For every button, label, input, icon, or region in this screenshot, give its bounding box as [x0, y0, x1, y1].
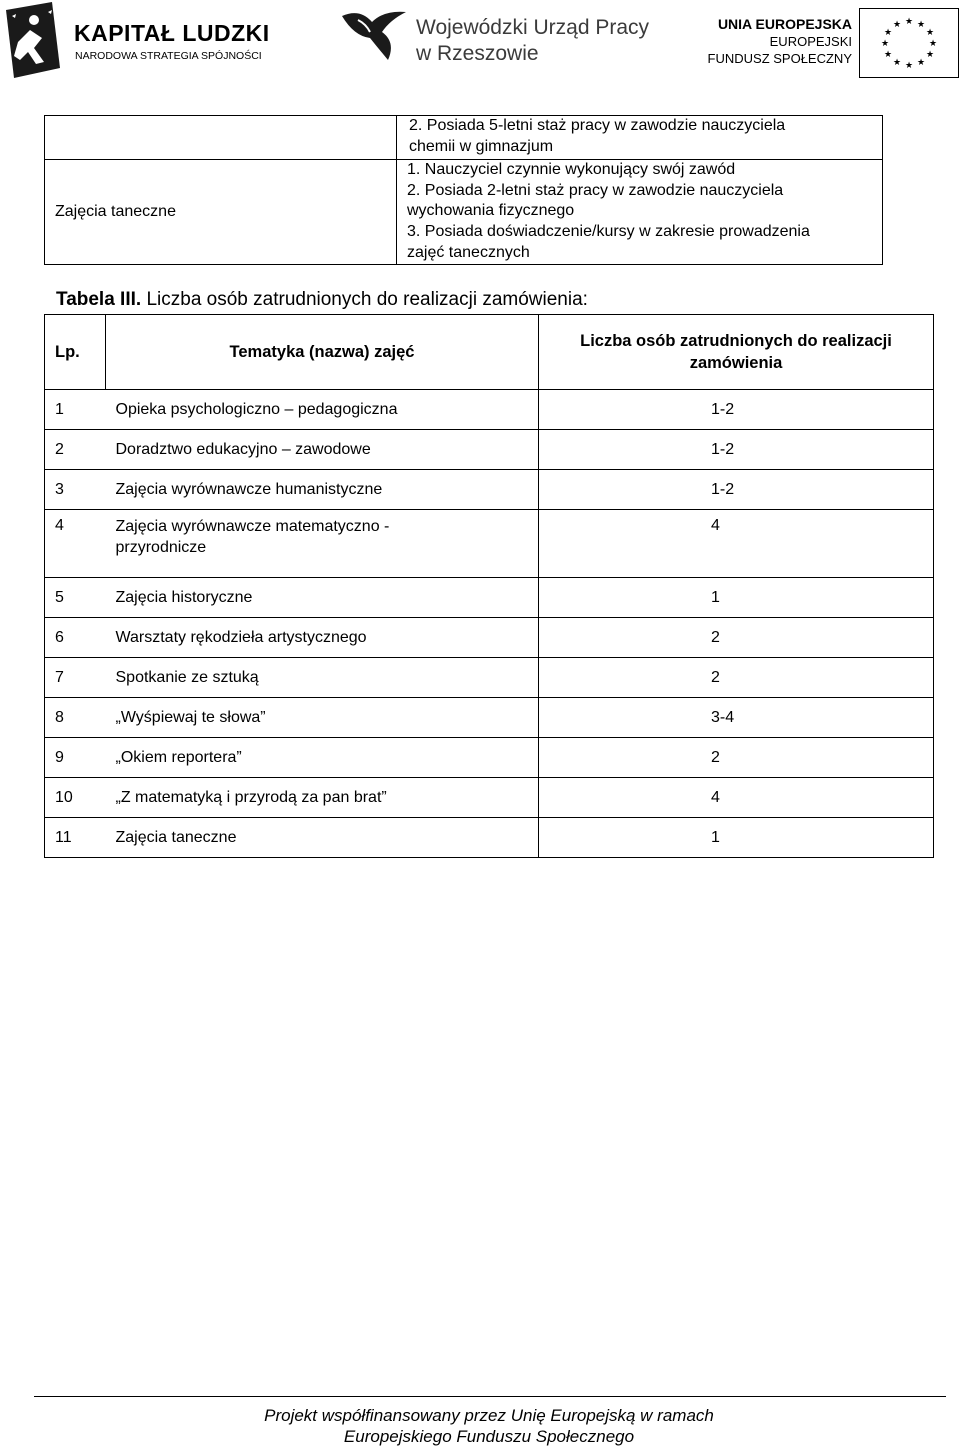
- kapital-ludzki-subtitle: NARODOWA STRATEGIA SPÓJNOŚCI: [75, 50, 262, 62]
- table-row: [45, 618, 934, 658]
- row-number: 3: [45, 470, 106, 510]
- table-row: [45, 578, 934, 618]
- row-number: 9: [45, 738, 106, 778]
- row-topic-line: Zajęcia wyrównawcze matematyczno -: [115, 518, 390, 535]
- table-row: [45, 510, 934, 578]
- row-number: 10: [45, 778, 106, 818]
- row-number: 4: [45, 510, 106, 578]
- row-number: 7: [45, 658, 106, 698]
- requirement-line: 3. Posiada doświadczenie/kursy w zakresie prowadzenia: [407, 223, 810, 241]
- eu-union-label: UNIA EUROPEJSKA: [717, 16, 852, 32]
- table-row: [45, 818, 934, 858]
- table-row: [45, 658, 934, 698]
- requirement-line: 1. Nauczyciel czynnie wykonujący swój zawód: [407, 161, 736, 178]
- svg-text:★: ★: [904, 17, 914, 27]
- kapital-ludzki-emblem-icon: [4, 2, 60, 78]
- requirements-cell: [397, 160, 883, 265]
- row-number: 2: [45, 430, 106, 470]
- table-row: [45, 430, 934, 470]
- table-header-row: [45, 315, 934, 390]
- wup-name-line1: Wojewódzki Urząd Pracy: [416, 16, 650, 39]
- svg-text:★: ★: [883, 50, 893, 60]
- kapital-ludzki-title: KAPITAŁ LUDZKI: [74, 20, 270, 46]
- row-topic: Zajęcia historyczne: [106, 578, 539, 618]
- svg-text:★: ★: [916, 20, 926, 30]
- row-topic: Warsztaty rękodzieła artystycznego: [106, 618, 539, 658]
- row-number: 6: [45, 618, 106, 658]
- table-title: [56, 289, 588, 311]
- row-count: 3-4: [539, 698, 934, 738]
- row-topic-line: przyrodnicze: [115, 539, 207, 556]
- svg-text:★: ★: [883, 28, 893, 38]
- footer-line: Europejskiego Funduszu Społecznego: [343, 1427, 635, 1446]
- row-count: 4: [539, 510, 934, 578]
- svg-text:★: ★: [925, 50, 935, 60]
- row-number: 8: [45, 698, 106, 738]
- row-number: 5: [45, 578, 106, 618]
- table-row: [45, 160, 883, 265]
- svg-text:★: ★: [904, 61, 914, 71]
- table-row: [45, 778, 934, 818]
- table-number: Tabela III.: [56, 289, 142, 310]
- row-topic: „Okiem reportera”: [106, 738, 539, 778]
- row-topic: Spotkanie ze sztuką: [106, 658, 539, 698]
- eu-fund-label-2: FUNDUSZ SPOŁECZNY: [707, 51, 852, 66]
- row-count: 1: [539, 818, 934, 858]
- requirement-line: 2. Posiada 5-letni staż pracy w zawodzie nauczyciela: [409, 117, 786, 134]
- svg-text:★: ★: [892, 58, 902, 68]
- header-count-line: zamówienia: [689, 354, 783, 372]
- requirement-line: wychowania fizycznego: [407, 202, 575, 220]
- table-row: [45, 738, 934, 778]
- row-count: 1: [539, 578, 934, 618]
- wup-name-line2: w Rzeszowie: [416, 42, 539, 65]
- activity-cell: [45, 116, 397, 160]
- row-topic: [106, 510, 539, 578]
- table-row: [45, 698, 934, 738]
- row-count: 1-2: [539, 430, 934, 470]
- row-count: 1-2: [539, 390, 934, 430]
- requirement-line: 2. Posiada 2-letni staż pracy w zawodzie nauczyciela: [407, 181, 784, 199]
- requirement-line: zajęć tanecznych: [407, 243, 530, 261]
- requirements-table: [44, 115, 883, 265]
- row-count: 1-2: [539, 470, 934, 510]
- row-topic: Zajęcia taneczne: [106, 818, 539, 858]
- kapital-ludzki-logo: [4, 2, 270, 80]
- requirement-line: chemii w gimnazjum: [409, 137, 554, 155]
- row-count: 4: [539, 778, 934, 818]
- row-number: 11: [45, 818, 106, 858]
- row-topic: Zajęcia wyrównawcze humanistyczne: [106, 470, 539, 510]
- row-topic: Doradztwo edukacyjno – zawodowe: [106, 430, 539, 470]
- bird-icon: [340, 8, 408, 66]
- svg-text:★: ★: [892, 20, 902, 30]
- row-topic: Opieka psychologiczno – pedagogiczna: [106, 390, 539, 430]
- svg-text:★: ★: [928, 39, 938, 49]
- svg-text:★: ★: [925, 28, 935, 38]
- table-row: [45, 470, 934, 510]
- table-caption: Liczba osób zatrudnionych do realizacji zamówienia:: [146, 289, 588, 310]
- svg-text:★: ★: [916, 58, 926, 68]
- header-count-line: Liczba osób zatrudnionych do realizacji: [580, 332, 892, 350]
- row-number: 1: [45, 390, 106, 430]
- eu-efs-logo: [706, 14, 956, 74]
- activity-cell: Zajęcia taneczne: [45, 160, 397, 265]
- svg-text:★: ★: [880, 39, 890, 49]
- table-row: [45, 116, 883, 160]
- row-topic: „Wyśpiewaj te słowa”: [106, 698, 539, 738]
- header-count: [539, 315, 934, 390]
- header-topic: Tematyka (nazwa) zajęć: [106, 315, 539, 390]
- row-count: 2: [539, 618, 934, 658]
- footer-divider: [34, 1396, 946, 1397]
- staff-count-table: [44, 314, 934, 858]
- footer-line: Projekt współfinansowany przez Unię Europejską w ramach: [264, 1406, 714, 1425]
- eu-flag-icon: [859, 8, 959, 78]
- header-lp: Lp.: [45, 315, 106, 390]
- row-topic: „Z matematyką i przyrodą za pan brat”: [106, 778, 539, 818]
- eu-fund-label-1: EUROPEJSKI: [769, 34, 852, 49]
- table-row: [45, 390, 934, 430]
- wup-rzeszow-logo: [340, 6, 650, 76]
- row-count: 2: [539, 658, 934, 698]
- row-count: 2: [539, 738, 934, 778]
- requirements-cell: [397, 116, 883, 160]
